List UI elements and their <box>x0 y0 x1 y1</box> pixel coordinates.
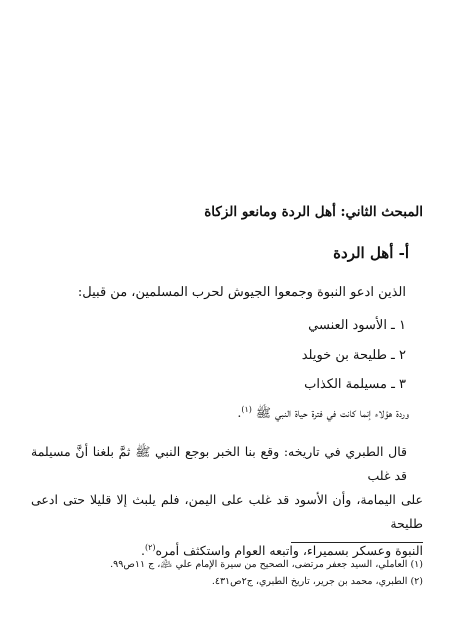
paragraph-line: قال الطبري في تاريخه: وقع بنا الخبر بوجع النبي ﷺ ثمَّ بلغنا أنَّ مسيلمة قد غلب <box>31 444 407 483</box>
footnote-ref-2: (٢) <box>144 543 156 552</box>
paragraph-line-text: النبوة وعسكر بسميراء، واتبعه العوام واستكثف أمره <box>155 543 423 559</box>
footnote-divider <box>291 542 423 543</box>
intro-text: الذين ادعو النبوة وجمعوا الجيوش لحرب المسلمين، من قبيل: <box>77 285 406 300</box>
after-list-sentence: وردة هؤلاء إنما كانت في فترة حياة النبي ﷺ <box>255 405 409 421</box>
after-list-text: وردة هؤلاء إنما كانت في فترة حياة النبي ﷺ $^{(١)}$. <box>237 405 409 421</box>
footnote-1: (١) العاملي، السيد جعفر مرتضى، الصحيح من سيرة الإمام علي ﵇، ج ١١ص٩٩. <box>110 559 423 570</box>
footnote-ref-1: (١) <box>241 405 252 414</box>
list-item: ٢ ـ طليحة بن خويلد <box>301 348 406 363</box>
quote-paragraph <box>31 440 423 563</box>
paragraph-line: على اليمامة، وأن الأسود قد غلب على اليمن، فلم يلبث إلا قليلا حتى ادعى طليحة <box>31 492 423 531</box>
list-item: ١ ـ الأسود العنسي <box>308 318 406 333</box>
paragraph-end: . <box>140 543 145 559</box>
section-heading: المبحث الثاني: أهل الردة ومانعو الزكاة <box>204 204 423 220</box>
subsection-heading: أ- أهل الردة <box>333 244 409 262</box>
list-item: ٣ ـ مسيلمة الكذاب <box>304 377 406 392</box>
footnote-2: (٢) الطبري، محمد بن جرير، تاريخ الطبري، ج٢ص٤٣١. <box>211 576 423 587</box>
